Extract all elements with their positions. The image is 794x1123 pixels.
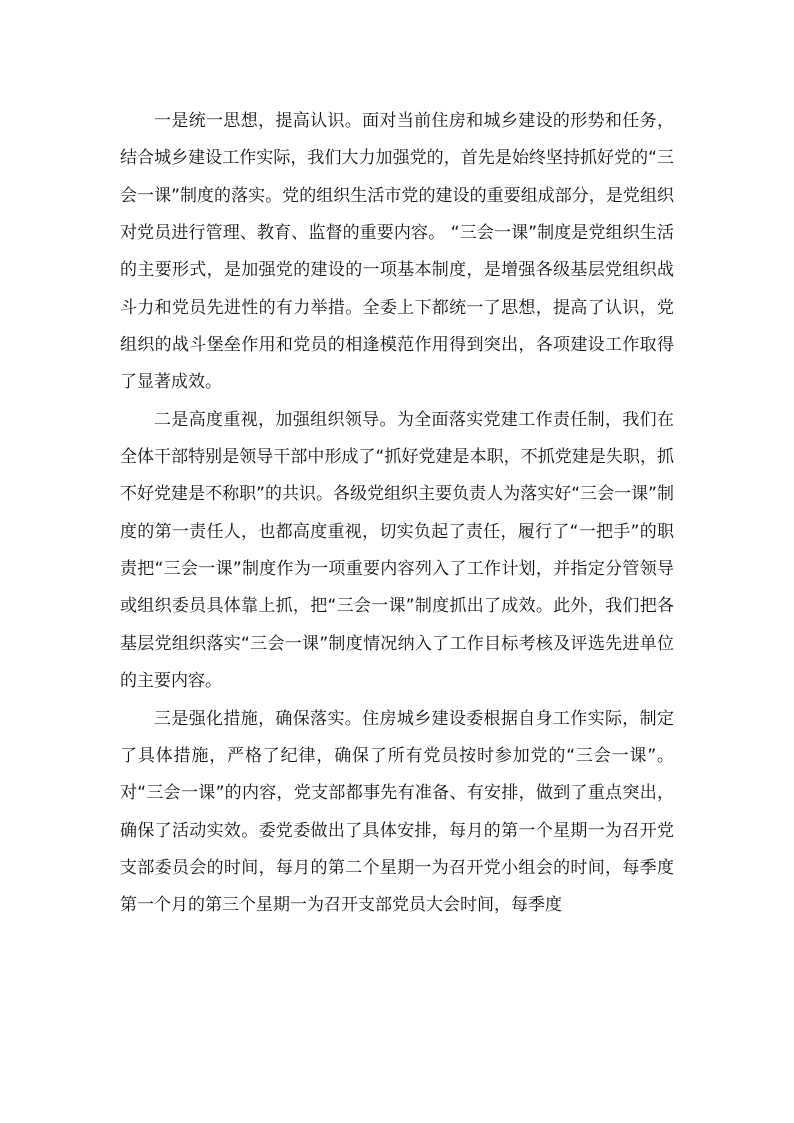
paragraph-attach-importance: 二是高度重视，加强组织领导。为全面落实党建工作责任制，我们在全体干部特别是领导干部中形成了“抓好党建是本职，不抓党建是失职，抓不好党建是不称职”的共识。各级党组织主要负责人为落实好“三会一课”制度的第一责任人，也都高度重视，切实负起了责任，履行了“一把手”的职责把“三会一课”制度作为一项重要内容列入了工作计划，并指定分管领导或组织委员具体靠上抓，把“三会一课”制度抓出了成效。此外，我们把各基层党组织落实“三会一课”制度情况纳入了工作目标考核及评选先进单位的主要内容。	[120, 409, 674, 692]
paragraph-strengthen-measures: 三是强化措施，确保落实。住房城乡建设委根据自身工作实际，制定了具体措施，严格了纪律，确保了所有党员按时参加党的“三会一课”。对“三会一课”的内容，党支部都事先有准备、有安排，做到了重点突出，确保了活动实效。委党委做出了具体安排，每月的第一个星期一为召开党支部委员会的时间，每月的第二个星期一为召开党小组会的时间，每季度第一个月的第三个星期一为召开支部党员大会时间，每季度	[120, 708, 674, 916]
document-body	[120, 103, 674, 925]
paragraph-unify-thinking: 一是统一思想，提高认识。面对当前住房和城乡建设的形势和任务，结合城乡建设工作实际，我们大力加强党的，首先是始终坚持抓好党的“三会一课”制度的落实。党的组织生活市党的建设的重要组成部分，是党组织对党员进行管理、教育、监督的重要内容。 “三会一课”制度是党组织生活的主要形式，是加强党的建设的一项基本制度，是增强各级基层党组织战斗力和党员先进性的有力举措。全委上下都统一了思想，提高了认识，党组织的战斗堡垒作用和党员的相逢模范作用得到突出，各项建设工作取得了显著成效。	[120, 111, 674, 393]
